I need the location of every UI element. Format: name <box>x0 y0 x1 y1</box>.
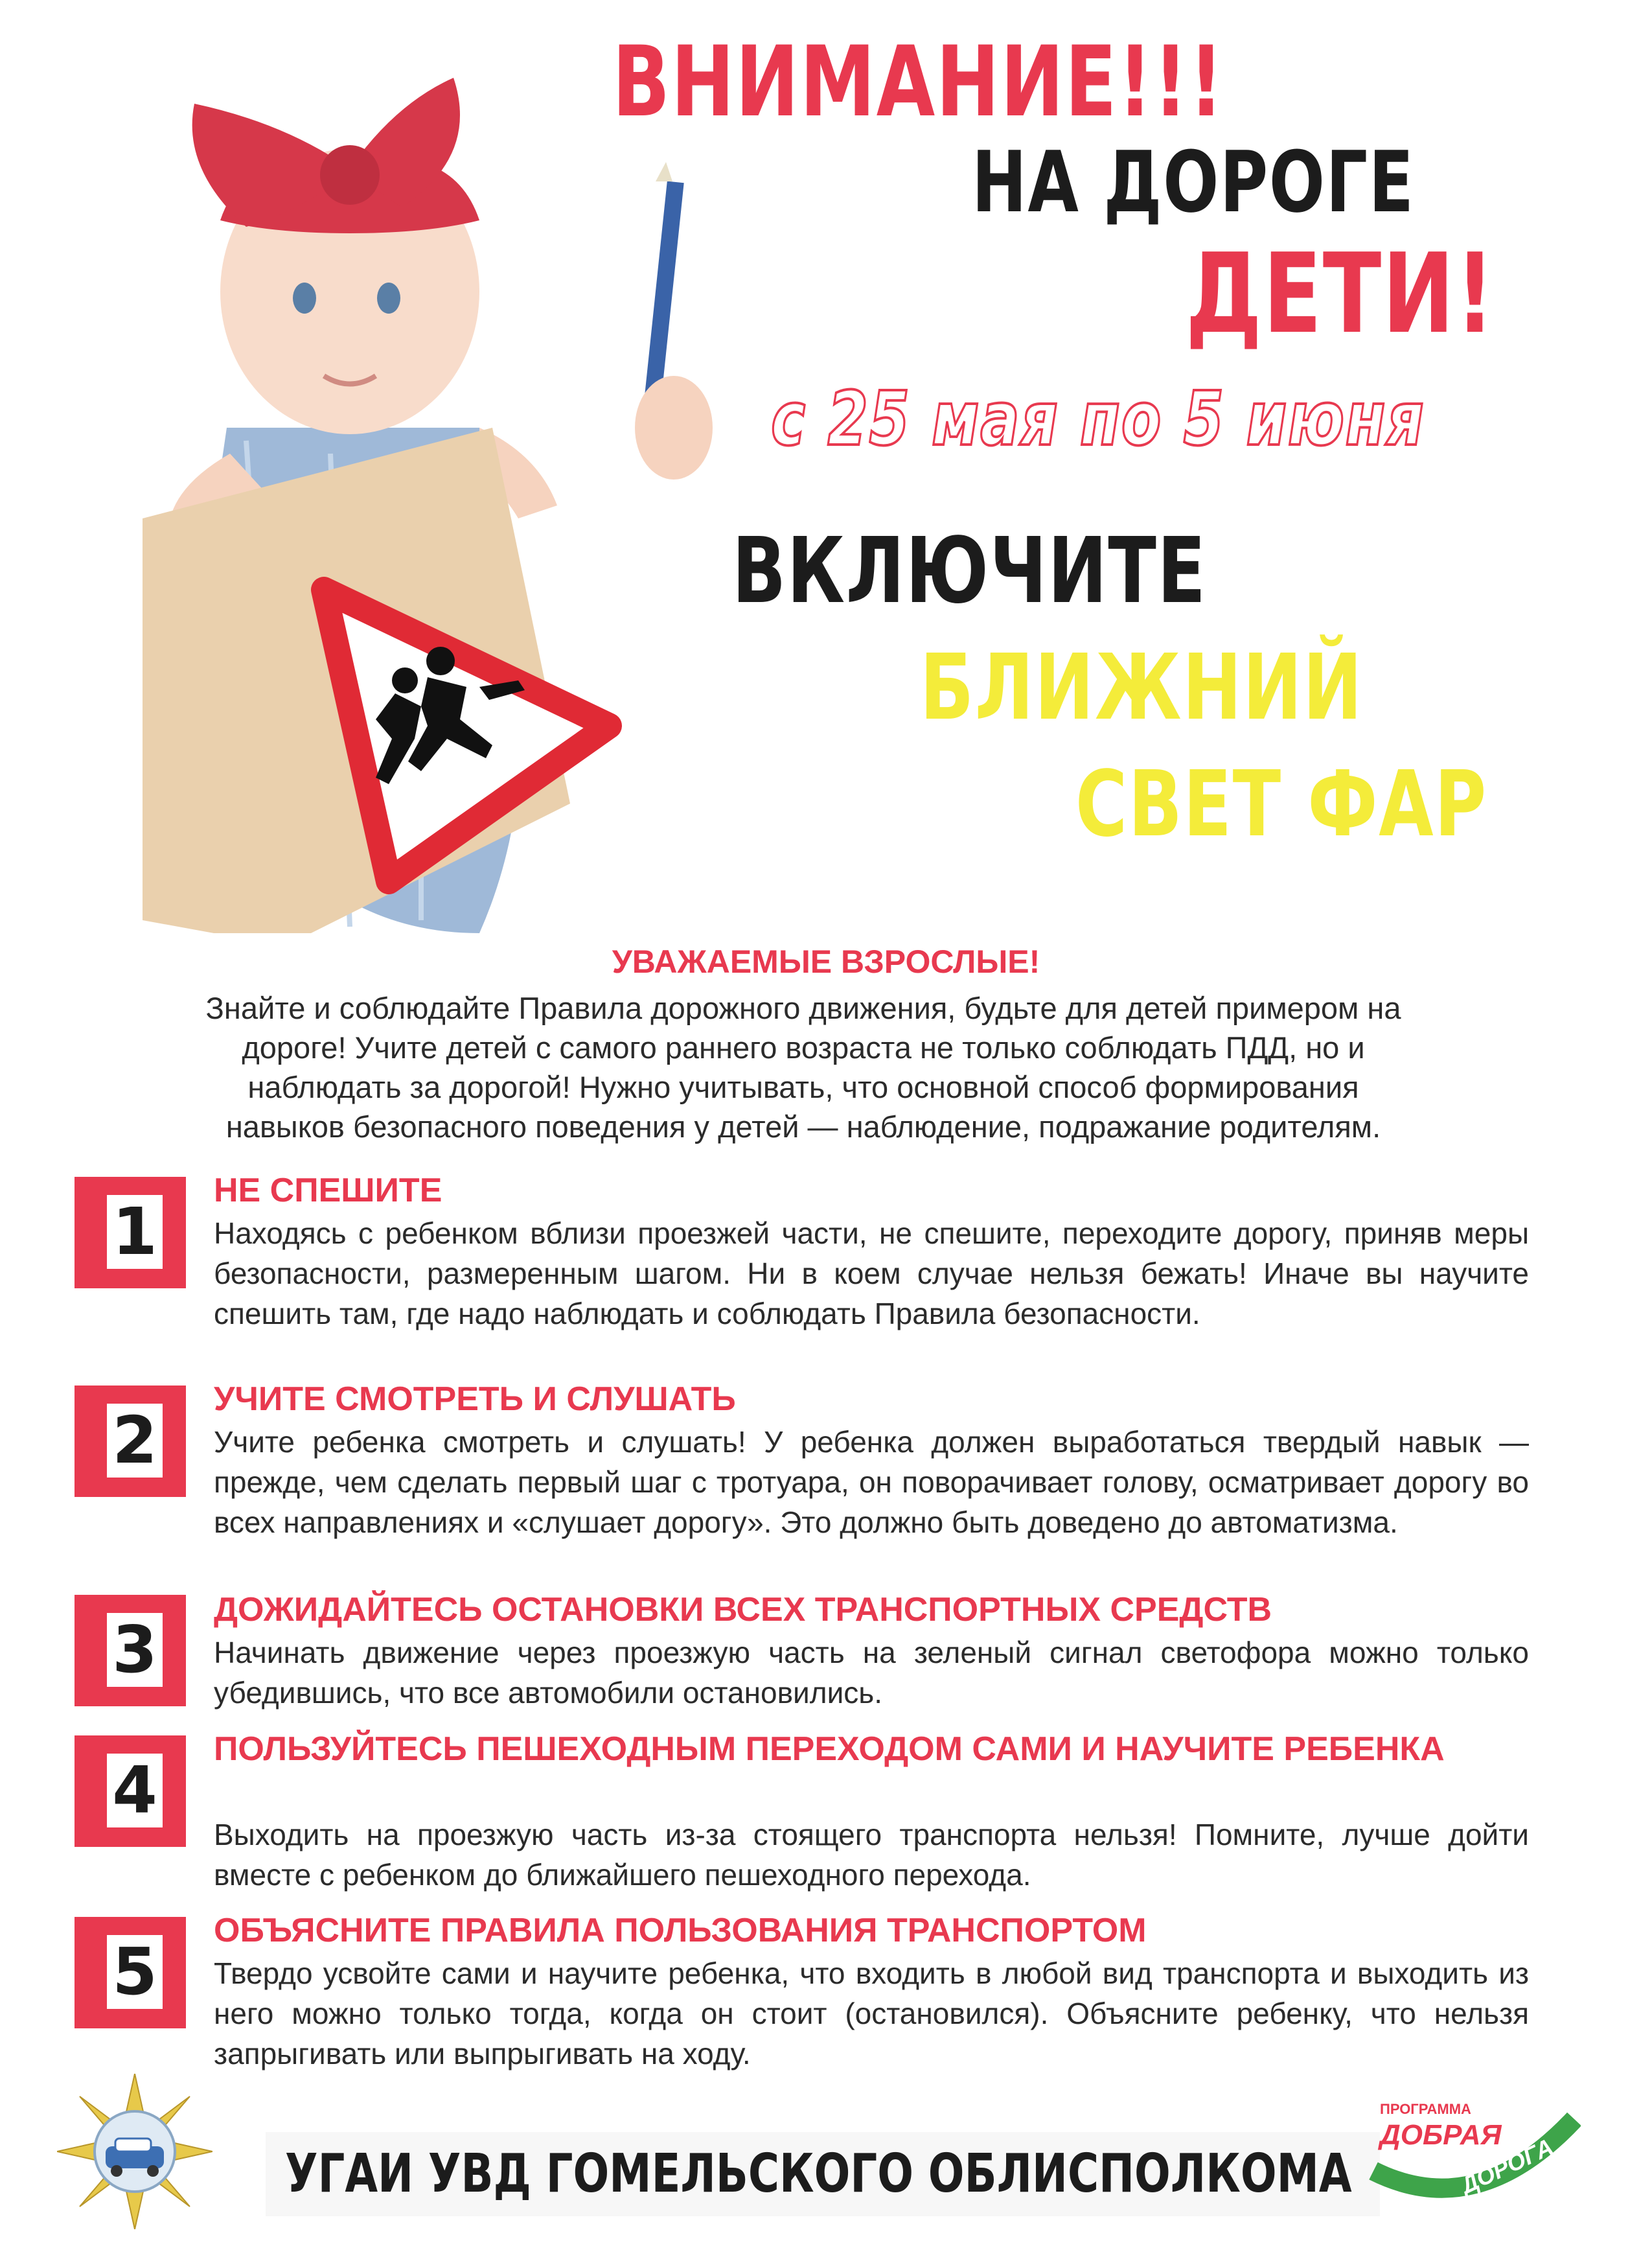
logo-program-label: ПРОГРАММА <box>1380 2101 1471 2117</box>
good-road-program-logo <box>1367 2093 1581 2223</box>
rule-title: ОБЪЯСНИТЕ ПРАВИЛА ПОЛЬЗОВАНИЯ ТРАНСПОРТОМ <box>214 1912 1147 1949</box>
call-headlights: СВЕТ ФАР <box>1075 752 1487 857</box>
headline-on-road: НА ДОРОГЕ <box>972 133 1415 231</box>
rule-number: 2 <box>107 1404 163 1478</box>
rule-number-badge <box>75 1386 186 1497</box>
rule-title: ДОЖИДАЙТЕСЬ ОСТАНОВКИ ВСЕХ ТРАНСПОРТНЫХ СРЕДСТВ <box>214 1591 1272 1629</box>
rule-number: 5 <box>107 1935 163 2009</box>
hero-section <box>0 0 1652 933</box>
rule-number-badge <box>75 1595 186 1706</box>
rule-number: 1 <box>107 1195 163 1269</box>
rule-title: ПОЛЬЗУЙТЕСЬ ПЕШЕХОДНЫМ ПЕРЕХОДОМ САМИ И НАУЧИТЕ РЕБЕНКА <box>214 1730 1445 1768</box>
logo-main-label: ДОБРАЯ <box>1380 2119 1502 2151</box>
intro-line: наблюдать за дорогой! Нужно учитывать, что основной способ формирования <box>247 1070 1359 1104</box>
rule-number: 3 <box>107 1613 163 1687</box>
call-turn-on: ВКЛЮЧИТЕ <box>732 518 1207 624</box>
child-with-road-sign-photo <box>117 39 764 933</box>
rule-title: НЕ СПЕШИТЕ <box>214 1172 442 1209</box>
headline-attention: ВНИМАНИЕ!!! <box>612 26 1224 139</box>
footer-organization: УГАИ УВД ГОМЕЛЬСКОГО ОБЛИСПОЛКОМА <box>285 2143 1352 2205</box>
adults-heading: УВАЖАЕМЫЕ ВЗРОСЛЫЕ! <box>612 944 1040 980</box>
intro-line: дороге! Учите детей с самого раннего возраста не только соблюдать ПДД, но и <box>242 1030 1365 1065</box>
traffic-police-emblem-icon <box>57 2074 212 2229</box>
headline-children: ДЕТИ! <box>1186 230 1496 358</box>
campaign-dates: с 25 мая по 5 июня <box>771 376 1425 463</box>
rule-title: УЧИТЕ СМОТРЕТЬ И СЛУШАТЬ <box>214 1380 736 1418</box>
rule-number-badge <box>75 1735 186 1847</box>
adults-intro <box>78 988 1529 1146</box>
rule-number: 4 <box>107 1754 163 1827</box>
call-low-beam: БЛИЖНИЙ <box>920 635 1364 741</box>
rule-number-badge <box>75 1917 186 2028</box>
intro-line: навыков безопасного поведения у детей — наблюдение, подражание родителям. <box>225 1109 1381 1144</box>
rule-number-badge <box>75 1177 186 1288</box>
rule-text: Находясь с ребенком вблизи проезжей части, не спешите, переходите дорогу, приняв меры безопасности, размеренным шагом. Ни в коем случае нельзя бежать! Иначе вы научите спешить там, где надо наблюдать и соблюдать Правила безопасности. <box>214 1216 1529 1330</box>
rule-text: Твердо усвойте сами и научите ребенка, что входить в любой вид транспорта и выходить из него можно только тогда, когда он стоит (остановился). Объясните ребенку, что нельзя запрыгивать или выпрыгивать на ходу. <box>214 1956 1529 2070</box>
rule-text: Начинать движение через проезжую часть на зеленый сигнал светофора можно только убедившись, что все автомобили остановились. <box>214 1636 1529 1710</box>
rule-text: Выходить на проезжую часть из-за стоящего транспорта нельзя! Помните, лучше дойти вместе с ребенком до ближайшего пешеходного перехода. <box>214 1818 1529 1892</box>
rule-text: Учите ребенка смотреть и слушать! У ребенка должен выработаться твердый навык — прежде, чем сделать первый шаг с тротуара, он поворачивает голову, осматривает дорогу во всех направлениях и «слушает дорогу». Это должно быть доведено до автоматизма. <box>214 1425 1529 1539</box>
intro-line: Знайте и соблюдайте Правила дорожного движения, будьте для детей примером на <box>205 991 1401 1025</box>
logo-sub-label: ДОРОГА <box>1456 2133 1557 2199</box>
